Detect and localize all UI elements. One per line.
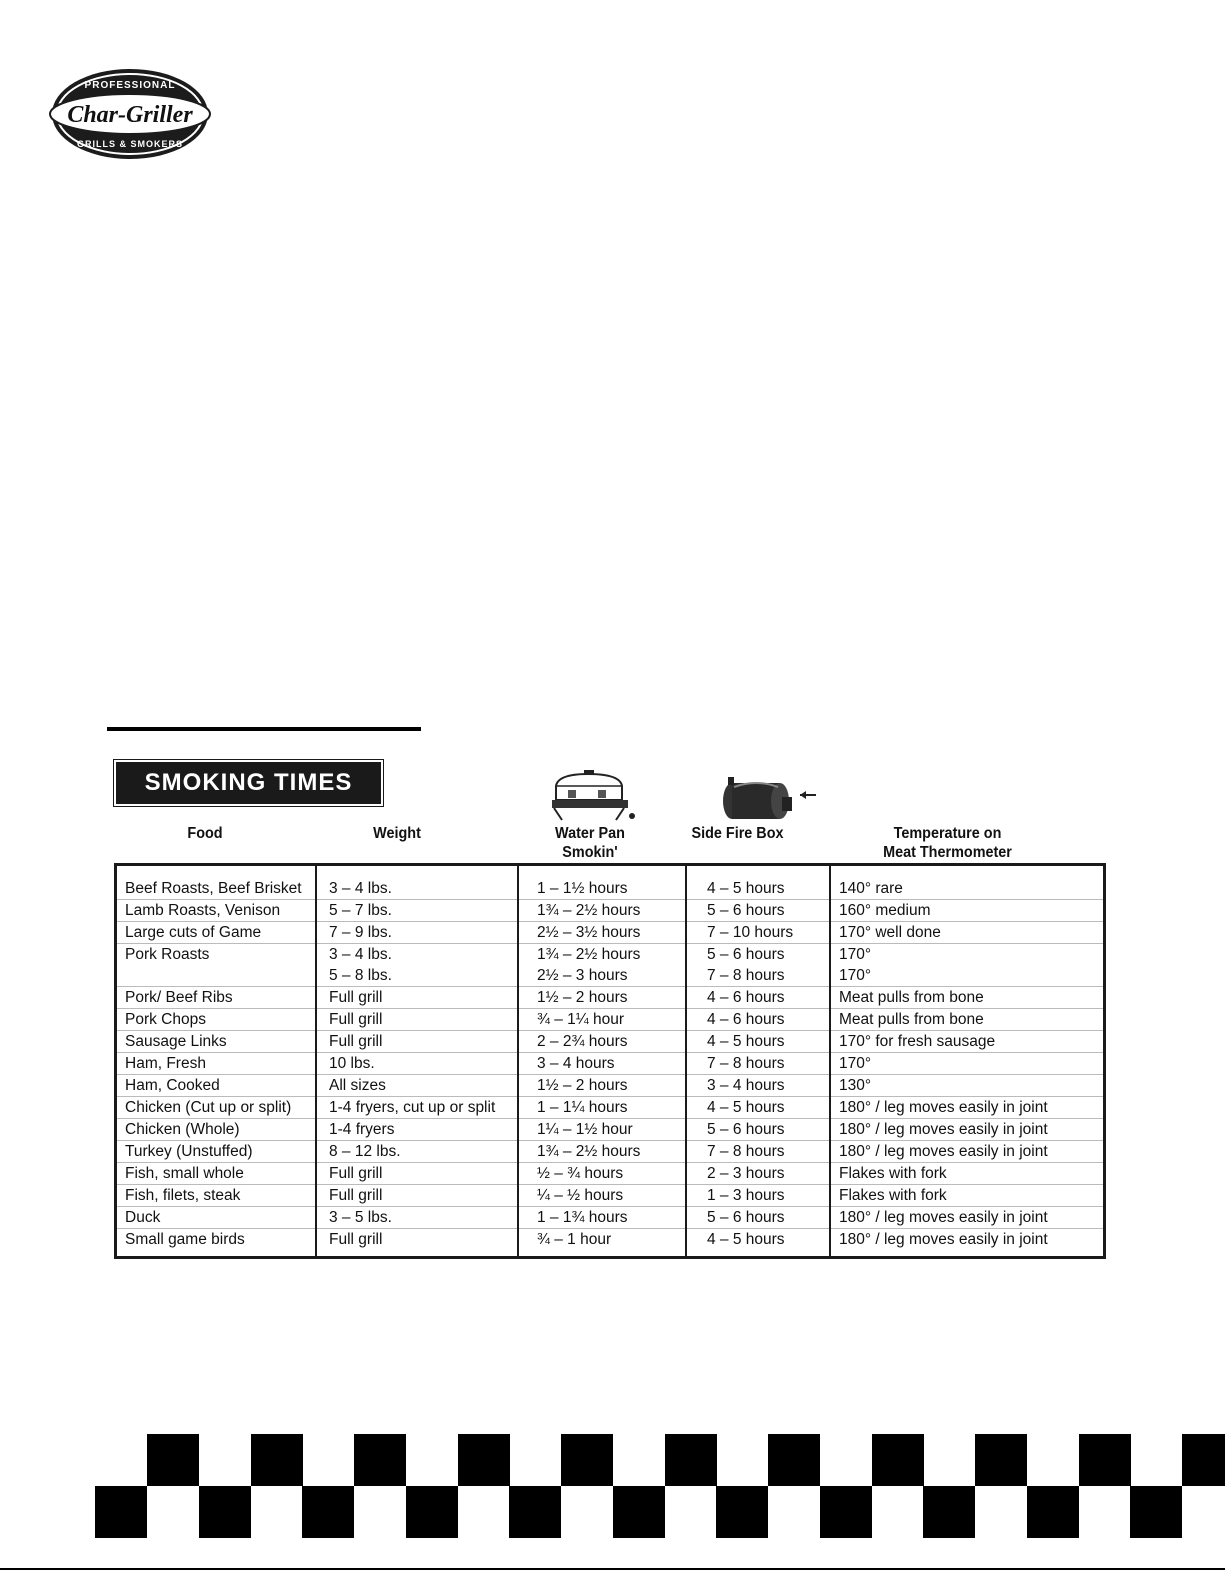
cell-water-pan: 3 – 4 hours — [518, 1053, 686, 1075]
checker-square — [923, 1486, 975, 1538]
cell-food: Chicken (Cut up or split) — [116, 1097, 317, 1119]
checker-square — [509, 1486, 561, 1538]
table-row — [116, 1053, 1105, 1075]
cell-water-pan: 1 – 1¾ hours — [518, 1207, 686, 1229]
table-row — [116, 900, 1105, 922]
checker-square — [302, 1486, 354, 1538]
cell-weight: Full grill — [316, 1031, 518, 1053]
smoking-times-table — [114, 863, 1106, 1259]
cell-food: Pork/ Beef Ribs — [116, 987, 317, 1009]
checker-square — [975, 1434, 1027, 1486]
cell-weight: Full grill — [316, 1185, 518, 1207]
header-temperature — [864, 824, 1031, 862]
header-temperature-line2: Meat Thermometer — [883, 844, 1012, 861]
cell-side-fire-box: 1 – 3 hours — [686, 1185, 830, 1207]
checker-square — [1079, 1434, 1131, 1486]
cell-weight: 5 – 7 lbs. — [316, 900, 518, 922]
table-row — [116, 1207, 1105, 1229]
cell-temp: 160° medium — [830, 900, 1105, 922]
header-water-pan-line1: Water Pan — [555, 825, 625, 842]
checker-square — [1130, 1486, 1182, 1538]
cell-side-fire-box: 4 – 5 hours — [686, 1031, 830, 1053]
table-row — [116, 965, 1105, 987]
cell-water-pan: ¾ – 1 hour — [518, 1229, 686, 1258]
water-pan-grill-icon — [548, 770, 638, 822]
cell-food: Chicken (Whole) — [116, 1119, 317, 1141]
table-row — [116, 1185, 1105, 1207]
cell-water-pan: ½ – ¾ hours — [518, 1163, 686, 1185]
cell-water-pan: 1¾ – 2½ hours — [518, 1141, 686, 1163]
cell-weight: 8 – 12 lbs. — [316, 1141, 518, 1163]
cell-water-pan: 1 – 1½ hours — [518, 865, 686, 900]
cell-water-pan: 2½ – 3 hours — [518, 965, 686, 987]
cell-temp: 180° / leg moves easily in joint — [830, 1207, 1105, 1229]
cell-temp: Flakes with fork — [830, 1185, 1105, 1207]
cell-food: Turkey (Unstuffed) — [116, 1141, 317, 1163]
cell-food: Large cuts of Game — [116, 922, 317, 944]
cell-temp: Meat pulls from bone — [830, 1009, 1105, 1031]
cell-temp: 180° / leg moves easily in joint — [830, 1141, 1105, 1163]
checker-square — [406, 1486, 458, 1538]
cell-food: Pork Roasts — [116, 944, 317, 966]
checker-square — [613, 1486, 665, 1538]
cell-water-pan: 1¾ – 2½ hours — [518, 944, 686, 966]
header-temperature-line1: Temperature on — [893, 825, 1002, 842]
cell-weight: 3 – 4 lbs. — [316, 944, 518, 966]
cell-temp: 140° rare — [830, 865, 1105, 900]
cell-water-pan: 2½ – 3½ hours — [518, 922, 686, 944]
cell-side-fire-box: 5 – 6 hours — [686, 1119, 830, 1141]
checker-square — [872, 1434, 924, 1486]
checker-square — [147, 1434, 199, 1486]
cell-side-fire-box: 4 – 5 hours — [686, 865, 830, 900]
table-row — [116, 1031, 1105, 1053]
checker-square — [1182, 1434, 1225, 1486]
cell-food: Fish, small whole — [116, 1163, 317, 1185]
table-row — [116, 922, 1105, 944]
checker-square — [716, 1486, 768, 1538]
header-water-pan — [540, 824, 641, 862]
cell-water-pan: 1 – 1¼ hours — [518, 1097, 686, 1119]
cell-weight: 5 – 8 lbs. — [316, 965, 518, 987]
cell-temp: 180° / leg moves easily in joint — [830, 1119, 1105, 1141]
svg-text:GRILLS & SMOKERS: GRILLS & SMOKERS — [76, 139, 184, 149]
cell-food: Lamb Roasts, Venison — [116, 900, 317, 922]
cell-side-fire-box: 7 – 8 hours — [686, 1053, 830, 1075]
cell-side-fire-box: 4 – 5 hours — [686, 1097, 830, 1119]
cell-temp: Meat pulls from bone — [830, 987, 1105, 1009]
checker-square — [458, 1434, 510, 1486]
cell-weight: Full grill — [316, 987, 518, 1009]
cell-temp: 170° — [830, 1053, 1105, 1075]
cell-water-pan: 2 – 2¾ hours — [518, 1031, 686, 1053]
table-row — [116, 944, 1105, 966]
table-row — [116, 1097, 1105, 1119]
cell-side-fire-box: 4 – 6 hours — [686, 1009, 830, 1031]
cell-food: Ham, Fresh — [116, 1053, 317, 1075]
cell-weight: 3 – 5 lbs. — [316, 1207, 518, 1229]
cell-water-pan: 1¾ – 2½ hours — [518, 900, 686, 922]
bottom-rule — [0, 1568, 1225, 1570]
cell-temp: 170° for fresh sausage — [830, 1031, 1105, 1053]
cell-weight: 3 – 4 lbs. — [316, 865, 518, 900]
cell-food: Sausage Links — [116, 1031, 317, 1053]
checker-square — [354, 1434, 406, 1486]
cell-food: Duck — [116, 1207, 317, 1229]
checker-square — [665, 1434, 717, 1486]
table-row — [116, 1009, 1105, 1031]
cell-side-fire-box: 2 – 3 hours — [686, 1163, 830, 1185]
cell-temp: Flakes with fork — [830, 1163, 1105, 1185]
checker-square — [199, 1486, 251, 1538]
cell-temp: 170° — [830, 965, 1105, 987]
checker-square — [95, 1486, 147, 1538]
checker-square — [1027, 1486, 1079, 1538]
char-griller-logo — [48, 66, 212, 162]
header-side-fire-box: Side Fire Box — [691, 825, 784, 842]
table-row — [116, 1229, 1105, 1258]
side-fire-box-icon — [720, 775, 820, 823]
checker-square — [820, 1486, 872, 1538]
cell-side-fire-box: 7 – 8 hours — [686, 965, 830, 987]
cell-weight: Full grill — [316, 1009, 518, 1031]
cell-water-pan: ¾ – 1¼ hour — [518, 1009, 686, 1031]
checkerboard-border — [0, 1430, 1225, 1538]
svg-text:Char-Griller: Char-Griller — [67, 102, 193, 128]
checker-square — [251, 1434, 303, 1486]
cell-weight: All sizes — [316, 1075, 518, 1097]
cell-temp: 180° / leg moves easily in joint — [830, 1229, 1105, 1258]
cell-weight: 7 – 9 lbs. — [316, 922, 518, 944]
cell-side-fire-box: 5 – 6 hours — [686, 944, 830, 966]
svg-text:PROFESSIONAL: PROFESSIONAL — [84, 80, 176, 91]
cell-water-pan: 1½ – 2 hours — [518, 987, 686, 1009]
cell-side-fire-box: 7 – 8 hours — [686, 1141, 830, 1163]
cell-weight: 1-4 fryers, cut up or split — [316, 1097, 518, 1119]
cell-temp: 170° — [830, 944, 1105, 966]
table-row — [116, 1119, 1105, 1141]
cell-side-fire-box: 3 – 4 hours — [686, 1075, 830, 1097]
table-row — [116, 1075, 1105, 1097]
cell-side-fire-box: 7 – 10 hours — [686, 922, 830, 944]
table-row — [116, 865, 1105, 900]
table-row — [116, 987, 1105, 1009]
cell-food: Pork Chops — [116, 1009, 317, 1031]
checker-square — [768, 1434, 820, 1486]
cell-water-pan: 1½ – 2 hours — [518, 1075, 686, 1097]
header-water-pan-line2: Smokin' — [562, 844, 618, 861]
table-row — [116, 1163, 1105, 1185]
cell-side-fire-box: 4 – 6 hours — [686, 987, 830, 1009]
cell-food: Small game birds — [116, 1229, 317, 1258]
cell-temp: 130° — [830, 1075, 1105, 1097]
section-rule — [107, 727, 421, 731]
header-weight: Weight — [373, 825, 421, 842]
cell-food: Ham, Cooked — [116, 1075, 317, 1097]
cell-side-fire-box: 4 – 5 hours — [686, 1229, 830, 1258]
cell-weight: Full grill — [316, 1229, 518, 1258]
cell-food: Beef Roasts, Beef Brisket — [125, 879, 302, 897]
cell-temp: 180° / leg moves easily in joint — [830, 1097, 1105, 1119]
cell-weight: 1-4 fryers — [316, 1119, 518, 1141]
cell-temp: 170° well done — [830, 922, 1105, 944]
cell-water-pan: ¼ – ½ hours — [518, 1185, 686, 1207]
page-title: SMOKING TIMES — [116, 762, 381, 804]
cell-weight: 10 lbs. — [316, 1053, 518, 1075]
header-food: Food — [187, 825, 223, 842]
cell-food: Fish, filets, steak — [116, 1185, 317, 1207]
cell-weight: Full grill — [316, 1163, 518, 1185]
cell-food — [116, 965, 317, 987]
checker-square — [561, 1434, 613, 1486]
table-row — [116, 1141, 1105, 1163]
cell-water-pan: 1¼ – 1½ hour — [518, 1119, 686, 1141]
cell-side-fire-box: 5 – 6 hours — [686, 1207, 830, 1229]
cell-side-fire-box: 5 – 6 hours — [686, 900, 830, 922]
